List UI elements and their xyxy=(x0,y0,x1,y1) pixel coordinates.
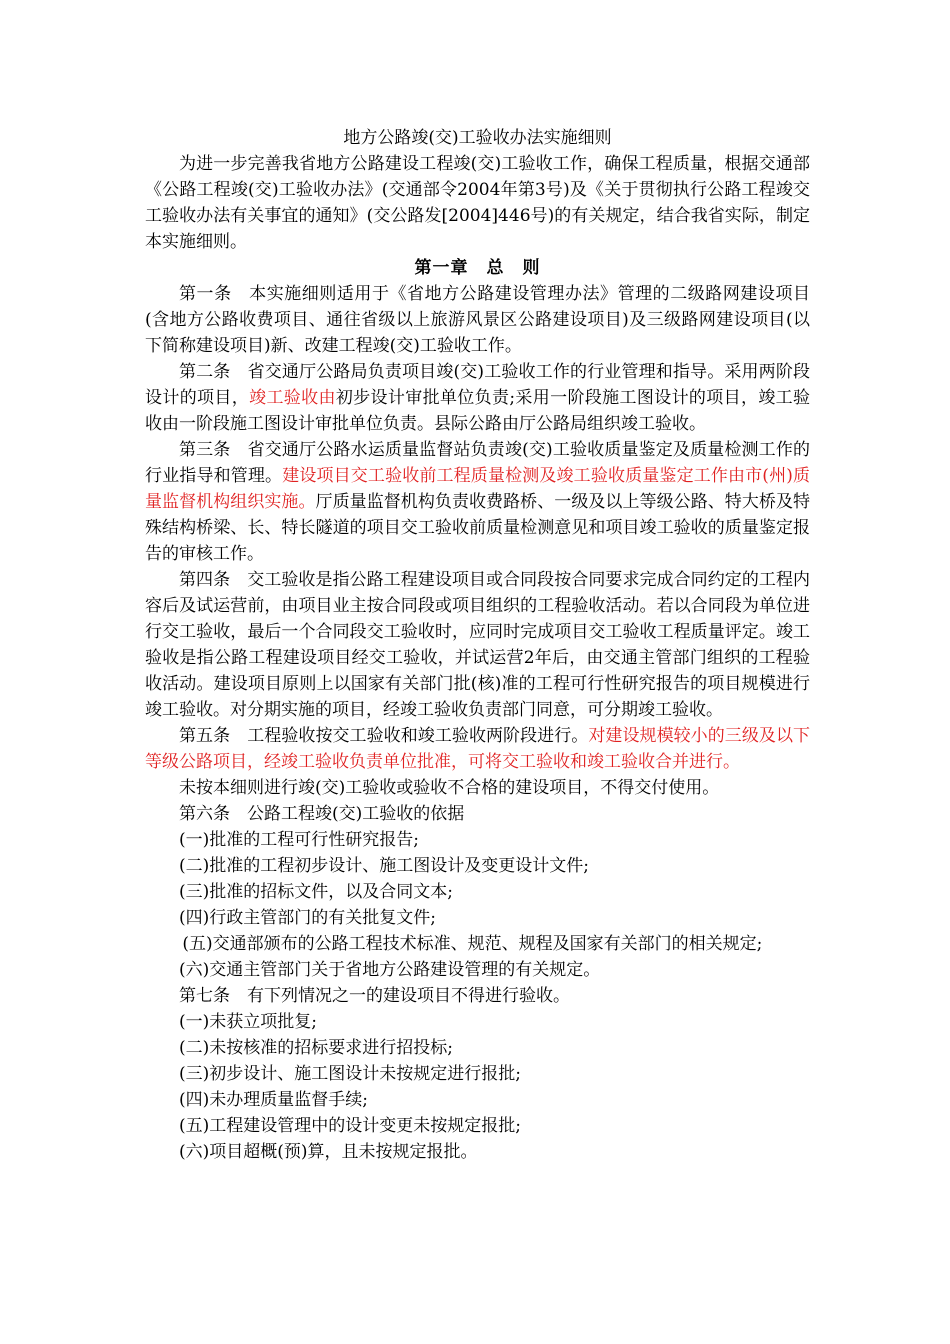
article-7-item: (三)初步设计、施工图设计未按规定进行报批; xyxy=(179,1064,521,1084)
chapter-heading: 第一章 总 则 xyxy=(414,258,541,278)
article-6-item: (三)批准的招标文件，以及合同文本; xyxy=(179,882,453,902)
article-6-heading: 第六条 公路工程竣(交)工验收的依据 xyxy=(179,804,465,824)
article-2 xyxy=(145,359,810,437)
document-title: 地方公路竣(交)工验收办法实施细则 xyxy=(343,128,612,148)
article-5-note: 未按本细则进行竣(交)工验收或验收不合格的建设项目，不得交付使用。 xyxy=(179,778,720,798)
article-6-item: (六)交通主管部门关于省地方公路建设管理的有关规定。 xyxy=(179,960,601,980)
article-6-item: (四)行政主管部门的有关批复文件; xyxy=(179,908,436,928)
article-1: 第一条 本实施细则适用于《省地方公路建设管理办法》管理的二级路网建设项目(含地方公路收费项目、通往省级以上旅游风景区公路建设项目)及三级路网建设项目(以下简称建设项目)新、改建工程竣(交)工验收工作。 xyxy=(145,284,810,356)
article-7-heading: 第七条 有下列情况之一的建设项目不得进行验收。 xyxy=(179,986,570,1006)
article-5-highlight: 对建设规模较小的三级及以下等级公路项目，经竣工验收负责单位批准，可将交工验收和竣工验收合并进行。 xyxy=(145,726,811,772)
intro-paragraph: 为进一步完善我省地方公路建设工程竣(交)工验收工作，确保工程质量，根据交通部《公路工程竣(交)工验收办法》(交通部令2004年第3号)及《关于贯彻执行公路工程竣交工验收办法有关事宜的通知》(交公路发[2004]446号)的有关规定，结合我省实际，制定本实施细则。 xyxy=(145,154,810,252)
article-2-highlight: 竣工验收由 xyxy=(249,388,336,408)
article-3 xyxy=(145,437,810,567)
article-6-item: (一)批准的工程可行性研究报告; xyxy=(179,830,419,850)
article-2-text-b: 初步设计审批单位负责;采用一阶段施工图设计的项目，竣工验收由一阶段施工图设计审批单位负责。县际公路由厅公路局组织竣工验收。 xyxy=(145,388,811,434)
article-7-item: (六)项目超概(预)算，且未按规定报批。 xyxy=(179,1142,478,1162)
article-5 xyxy=(145,723,810,775)
article-7-item: (二)未按核准的招标要求进行招投标; xyxy=(179,1038,453,1058)
article-7-item: (四)未办理质量监督手续; xyxy=(179,1090,368,1110)
article-6-item: (二)批准的工程初步设计、施工图设计及变更设计文件; xyxy=(179,856,589,876)
article-3-highlight: 建设项目交工验收前工程质量检测及竣工验收质量鉴定工作由市(州)质量监督机构组织实施。 xyxy=(145,466,811,512)
article-3-text-a: 第三条 省交通厅公路水运质量监督站负责竣(交)工验收质量鉴定及质量检测工作的行业指导和管理。 xyxy=(145,440,810,486)
article-7-item: (五)工程建设管理中的设计变更未按规定报批; xyxy=(179,1116,521,1136)
article-5-text-a: 第五条 工程验收按交工验收和竣工验收两阶段进行。 xyxy=(179,726,589,746)
article-3-text-b: 厅质量监督机构负责收费路桥、一级及以上等级公路、特大桥及特殊结构桥梁、长、特长隧道的项目交工验收前质量检测意见和项目竣工验收的质量鉴定报告的审核工作。 xyxy=(145,492,811,564)
article-2-text-a: 第二条 省交通厅公路局负责项目竣(交)工验收工作的行业管理和指导。采用两阶段设计的项目， xyxy=(145,362,810,408)
article-6-item: (五)交通部颁布的公路工程技术标准、规范、规程及国家有关部门的相关规定; xyxy=(182,934,763,954)
document-body xyxy=(145,125,810,1165)
article-4: 第四条 交工验收是指公路工程建设项目或合同段按合同要求完成合同约定的工程内容后及试运营前，由项目业主按合同段或项目组织的工程验收活动。若以合同段为单位进行交工验收，最后一个合同段交工验收时，应同时完成项目交工验收工程质量评定。竣工验收是指公路工程建设项目经交工验收，并试运营2年后，由交通主管部门组织的工程验收活动。建设项目原则上以国家有关部门批(核)准的工程可行性研究报告的项目规模进行竣工验收。对分期实施的项目，经竣工验收负责部门同意，可分期竣工验收。 xyxy=(145,570,810,720)
article-7-item: (一)未获立项批复; xyxy=(179,1012,317,1032)
